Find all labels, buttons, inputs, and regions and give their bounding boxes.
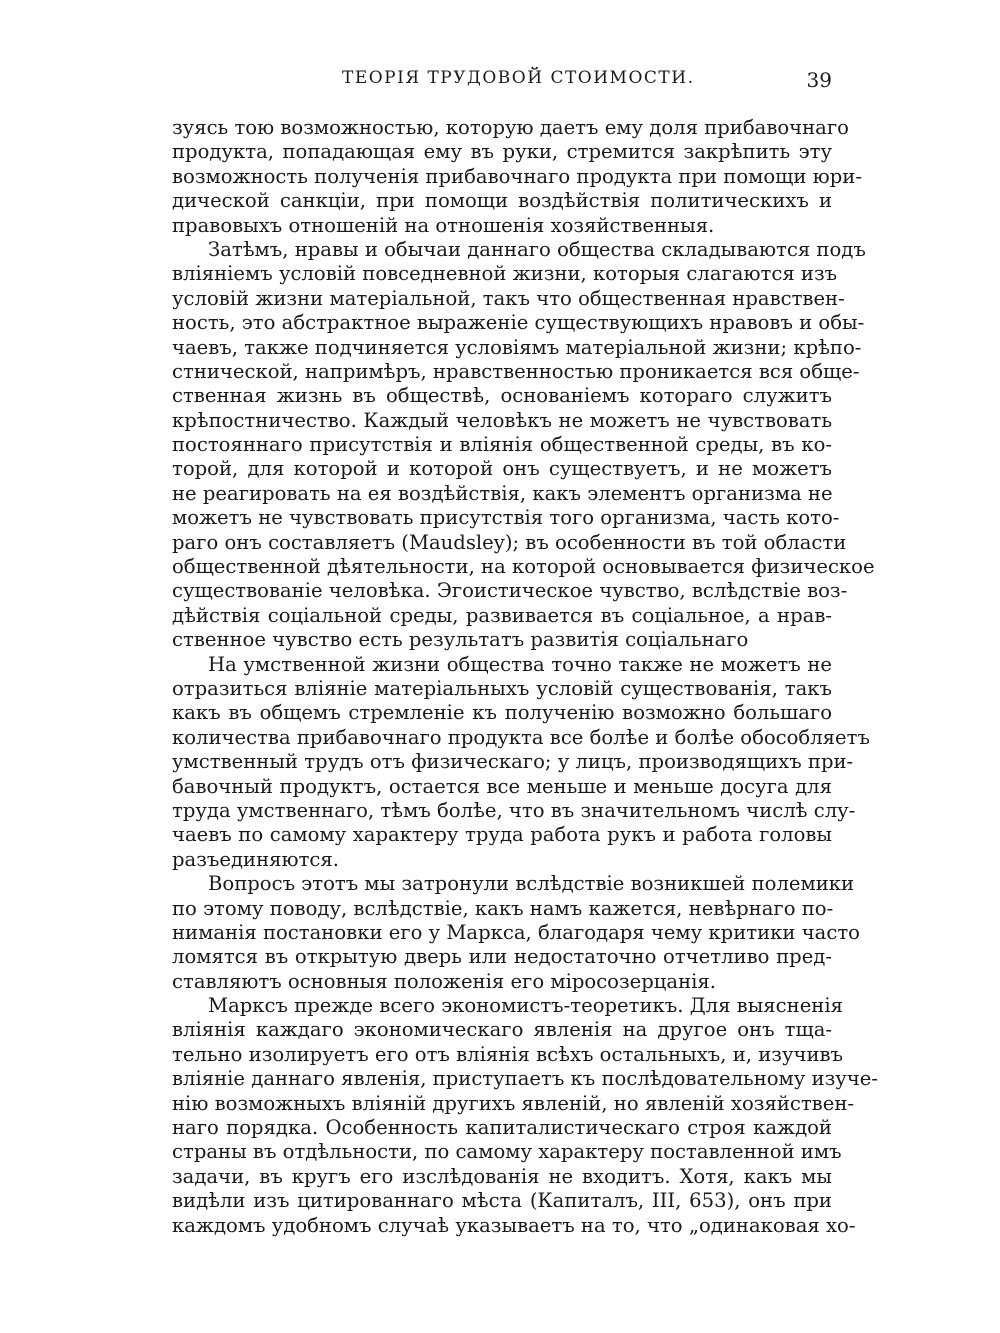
text-line: разъединяются. (172, 847, 339, 871)
text-line: зуясь тою возможностью, которую даетъ ему доля прибавочнаго (172, 116, 849, 139)
text-line: общественной дѣятельности, на которой основывается физическое (172, 555, 875, 579)
text-line: дѣйствія соціальной среды, развивается въ соціальное, а нрав- (172, 603, 832, 627)
text-line: ставляютъ основныя положенія его міросозерцанія. (172, 969, 716, 993)
text-line: какъ въ общемъ стремленіе къ полученію возможно большаго (172, 701, 832, 725)
text-line: стнической, напримѣръ, нравственностью проникается вся обще- (172, 359, 860, 383)
body-text (172, 116, 878, 1238)
text-line: количества прибавочнаго продукта все болѣе и болѣе обособляетъ (172, 725, 870, 749)
text-line: задачи, въ кругъ его изслѣдованія не входитъ. Хотя, какъ мы (172, 1164, 832, 1188)
text-line: ность, это абстрактное выраженіе существующихъ нравовъ и обы- (172, 311, 865, 335)
text-line: бавочный продуктъ, остается все меньше и меньше досуга для (172, 774, 832, 798)
paragraph (172, 237, 875, 653)
text-line: Затѣмъ, нравы и обычаи даннаго общества складываются подъ (208, 237, 866, 261)
text-line: видѣли изъ цитированнаго мѣста (Капиталъ, III, 653), онъ при (172, 1189, 832, 1213)
text-line: вліянія каждаго экономическаго явленія на другое онъ тща- (172, 1018, 832, 1042)
text-line: каждомъ удобномъ случаѣ указываетъ на то, что „одинаковая хо- (172, 1213, 856, 1237)
text-line: существованіе человѣка. Эгоистическое чувство, вслѣдствіе воз- (172, 579, 848, 603)
page-number: 39 (806, 68, 832, 92)
text-line: можетъ не чувствовать присутствія того организма, часть кото- (172, 506, 840, 530)
text-line: чаевъ, также подчиняется условіямъ матеріальной жизни; крѣпо- (172, 335, 862, 359)
text-line: по этому поводу, вслѣдствіе, какъ намъ кажется, невѣрнаго по- (172, 896, 834, 920)
text-line: Вопросъ этотъ мы затронули вслѣдствіе возникшей полемики (208, 872, 855, 896)
text-line: продукта, попадающая ему въ руки, стремится закрѣпить эту (172, 140, 832, 164)
text-line: ломятся въ открытую дверь или недостаточно отчетливо пред- (172, 945, 832, 969)
text-line: крѣпостничество. Каждый человѣкъ не можетъ не чувствовать (172, 408, 832, 432)
text-line: нію возможныхъ вліяній другихъ явленій, но явленій хозяйствен- (172, 1091, 854, 1115)
text-line: дической санкціи, при помощи воздѣйствія политическихъ и (172, 189, 832, 213)
text-line: условій жизни матеріальной, такъ что общественная нравствен- (172, 286, 845, 310)
text-line: отразиться вліяніе матеріальныхъ условій существованія, такъ (172, 676, 832, 700)
text-line: не реагировать на ея воздѣйствія, какъ элементъ организма не (172, 481, 833, 505)
text-line: правовыхъ отношеній на отношенія хозяйственныя. (172, 213, 715, 237)
text-line: постояннаго присутствія и вліянія общественной среды, въ ко- (172, 433, 832, 457)
text-line: На умственной жизни общества точно также не можетъ не (208, 652, 832, 676)
text-line: ственное чувство есть результатъ развитія соціальнаго (172, 628, 749, 652)
text-line: торой, для которой и которой онъ существуетъ, и не можетъ (172, 457, 832, 481)
page-header (172, 68, 832, 98)
text-line: тельно изолируетъ его отъ вліянія всѣхъ остальныхъ, и, изучивъ (172, 1042, 844, 1066)
paragraph (172, 116, 862, 238)
text-line: ственная жизнь въ обществѣ, основаніемъ котораго служитъ (172, 384, 832, 408)
text-line: страны въ отдѣльности, по самому характеру поставленной имъ (172, 1140, 842, 1164)
text-line: вліяніемъ условій повседневной жизни, которыя слагаются изъ (172, 262, 838, 286)
text-line: вліяніе даннаго явленія, приступаетъ къ послѣдовательному изуче- (172, 1067, 878, 1091)
text-line: раго онъ составляетъ (Maudsley); въ особенности въ той области (172, 530, 847, 554)
running-head: ТЕОРІЯ ТРУДОВОЙ СТОИМОСТИ. (342, 68, 695, 88)
text-line: ниманія постановки его у Маркса, благодаря чему критики часто (172, 920, 860, 944)
text-line: возможность полученія прибавочнаго продукта при помощи юри- (172, 164, 862, 188)
paragraph (172, 652, 870, 873)
text-line: Марксъ прежде всего экономистъ-теоретикъ. Для выясненія (208, 994, 843, 1018)
text-line: труда умственнаго, тѣмъ болѣе, что въ значительномъ числѣ слу- (172, 798, 856, 822)
text-line: умственный трудъ отъ физическаго; у лицъ, производящихъ при- (172, 750, 854, 774)
paragraph (172, 994, 878, 1238)
paragraph (172, 872, 860, 994)
text-line: чаевъ по самому характеру труда работа рукъ и работа головы (172, 823, 832, 847)
text-line: наго порядка. Особенность капиталистическаго строя каждой (172, 1116, 832, 1140)
